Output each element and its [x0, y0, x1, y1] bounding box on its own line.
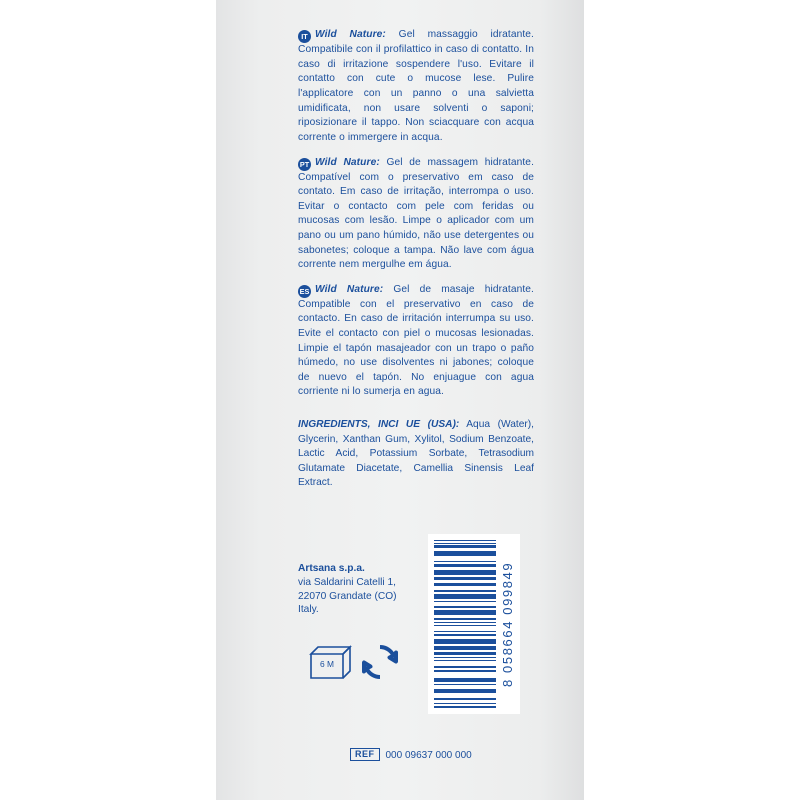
manufacturer-address-line-2: 22070 Grandate (CO) — [298, 590, 397, 602]
barcode-digits: 8 058664 099849 — [500, 561, 515, 687]
ingredients-heading: INGREDIENTS, INCI UE (USA): — [298, 419, 460, 431]
manufacturer-address-line-3: Italy. — [298, 604, 319, 616]
ref-label: REF — [350, 748, 380, 761]
manufacturer-address — [298, 562, 418, 617]
symbols-row — [298, 636, 438, 694]
instruction-paragraph-pt — [298, 156, 534, 273]
barcode-bars — [434, 540, 496, 708]
label-panel — [216, 0, 584, 800]
ingredients-paragraph — [298, 418, 534, 491]
instructions-block — [298, 18, 534, 501]
instruction-paragraph-it — [298, 28, 534, 145]
brand-name-pt: Wild Nature: — [315, 156, 380, 168]
manufacturer-address-line-1: via Saldarini Catelli 1, — [298, 577, 396, 589]
reference-line — [350, 748, 472, 761]
green-dot-icon — [362, 644, 398, 685]
ingredients-text: Aqua (Water), Glycerin, Xanthan Gum, Xylitol, Sodium Benzoate, Lactic Acid, Potassium Sorbate, Tetrasodium Glutamate Diacetate, Camellia Sinensis Leaf Extract. — [298, 419, 534, 489]
brand-name-it: Wild Nature: — [315, 29, 386, 41]
ref-code: 000 09637 000 000 — [385, 750, 472, 761]
instruction-paragraph-es — [298, 283, 534, 400]
manufacturer-name: Artsana s.p.a. — [298, 563, 365, 574]
language-badge-es: ES — [299, 286, 310, 296]
language-badge-it: IT — [298, 30, 311, 43]
brand-name-es: Wild Nature: — [315, 283, 384, 295]
language-badge-pt: PT — [299, 159, 310, 169]
instruction-text-it: Gel massaggio idratante. Compatibile con il profilattico in caso di contatto. In caso di irritazione sospendere l'uso. Evitare il contatto con cute o mucose lese. Pulire l'applicatore con un panno o una salvietta umidificata, non usare solventi o saponi; riposizionare il tappo. Non sciacquare con acqua corrente o immergere in acqua. — [298, 29, 534, 143]
period-after-opening-icon — [308, 640, 352, 687]
instruction-text-es: Gel de masaje hidratante. Compatible con el preservativo en caso de contacto. En caso de irritación interrumpa su uso. Evite el contacto con piel o mucosas lesionadas. Limpie el tapón masajeador con un trapo o paño húmedo, no use disolventes ni jabones; coloque de nuevo el tapón. No enjuague con agua corriente ni lo sumerja en agua. — [298, 283, 534, 398]
pao-label: 6 M — [320, 659, 334, 669]
barcode — [428, 534, 520, 714]
instruction-text-pt: Gel de massagem hidratante. Compatível com o preservativo em caso de contato. Em caso de irritação, interrompa o uso. Evitar o contacto com pele com feridas ou mucosas com lesão. Limpe o aplicador com um pano ou um pano húmido, não use detergentes ou sabonetes; coloque a tampa. Não lave com água corrente nem mergulhe em água. — [298, 156, 534, 271]
